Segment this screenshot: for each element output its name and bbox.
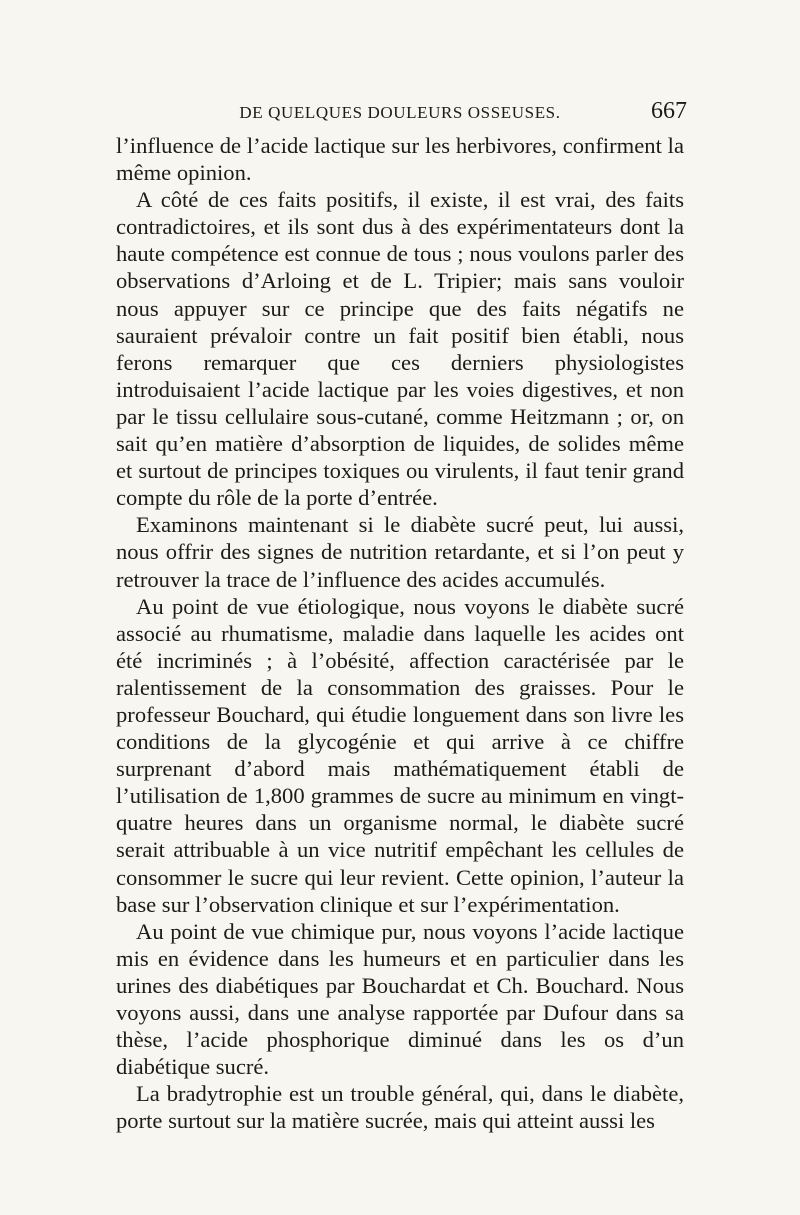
paragraph: Au point de vue chimique pur, nous voyons l’acide lactique mis en évidence dans les humeurs et en particulier dans les urines des diabétiques par Bouchardat et Ch. Bouchard. Nous voyons aussi, dans une analyse rapportée par Dufour dans sa thèse, l’acide phosphorique diminué dans les os d’un diabétique sucré. <box>116 918 684 1080</box>
running-header <box>117 98 687 126</box>
paragraph: Examinons maintenant si le diabète sucré peut, lui aussi, nous offrir des signes de nutrition retardante, et si l’on peut y retrouver la trace de l’influence des acides accumulés. <box>116 512 684 592</box>
page-number: 667 <box>651 98 687 124</box>
paragraph-continuation: l’influence de l’acide lactique sur les herbivores, confirment la même opinion. <box>116 133 684 186</box>
paragraph: A côté de ces faits positifs, il existe, il est vrai, des faits contradictoires, et ils sont dus à des expérimentateurs dont la haute compétence est connue de tous ; nous voulons parler des observations d’Arloing et de L. Tripier; mais sans vouloir nous appuyer sur ce principe que des faits négatifs ne sauraient prévaloir contre un fait positif bien établi, nous ferons remarquer que ces derniers physiologistes introduisaient l’acide lactique par les voies digestives, et non par le tissu cellulaire sous-cutané, comme Heitzmann ; or, on sait qu’en matière d’absorption de liquides, de solides même et surtout de principes toxiques ou virulents, il faut tenir grand compte du rôle de la porte d’entrée. <box>116 187 684 511</box>
body-text <box>116 132 684 1134</box>
paragraph: La bradytrophie est un trouble général, qui, dans le diabète, porte surtout sur la matière sucrée, mais qui atteint aussi les <box>116 1081 684 1134</box>
paragraph: Au point de vue étiologique, nous voyons le diabète sucré associé au rhumatisme, maladie dans laquelle les acides ont été incriminés ; à l’obésité, affection caractérisée par le ralentissement de la consommation des graisses. Pour le professeur Bouchard, qui étudie longuement dans son livre les conditions de la glycogénie et qui arrive à ce chiffre surprenant d’abord mais mathématiquement établi de l’utilisation de 1,800 grammes de sucre au minimum en vingt-quatre heures dans un organisme normal, le diabète sucré serait attribuable à un vice nutritif empêchant les cellules de consommer le sucre qui leur revient. Cette opinion, l’auteur la base sur l’observation clinique et sur l’expérimentation. <box>116 593 684 917</box>
running-title: DE QUELQUES DOULEURS OSSEUSES. <box>239 103 561 122</box>
